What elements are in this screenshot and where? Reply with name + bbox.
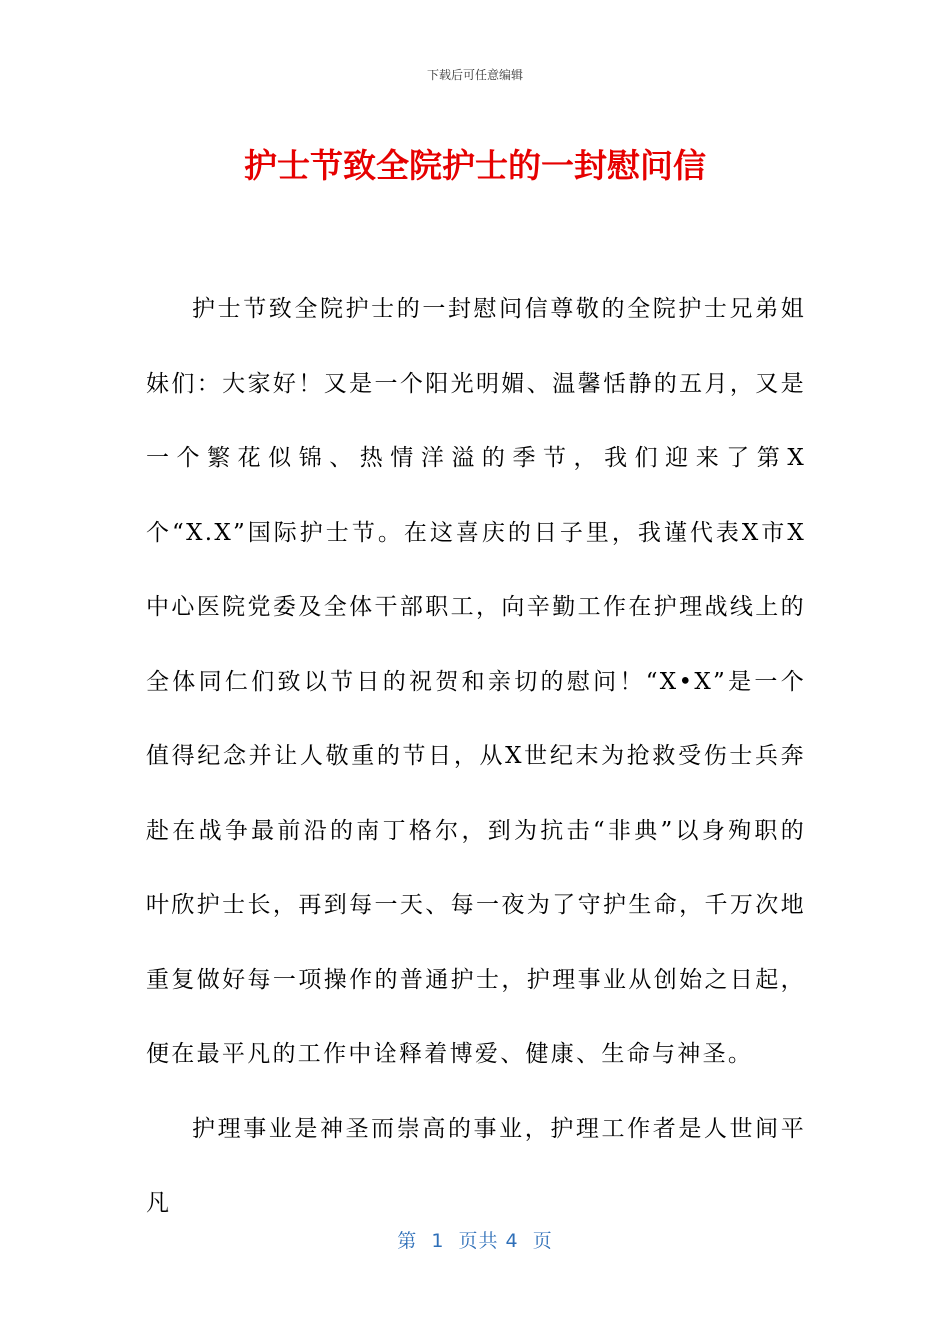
document-title: 护士节致全院护士的一封慰问信 [244, 146, 706, 185]
page-number-footer: 第 1 页共 4 页 [397, 1230, 553, 1252]
body-paragraph-2: 护理事业是神圣而崇高的事业，护理工作者是人世间平凡 [146, 1115, 806, 1216]
body-paragraph-1: 护士节致全院护士的一封慰问信尊敬的全院护士兄弟姐妹们：大家好！又是一个阳光明媚、温馨恬静的五月，又是一个繁花似锦、热情洋溢的季节，我们迎来了第X个“X.X”国际护士节。在这喜庆的日子里，我谨代表X市X中心医院党委及全体干部职工，向辛勤工作在护理战线上的全体同仁们致以节日的祝贺和亲切的慰问！“X•X”是一个值得纪念并让人敬重的节日，从X世纪末为抢救受伤士兵奔赴在战争最前沿的南丁格尔，到为抗击“非典”以身殉职的叶欣护士长，再到每一天、每一夜为了守护生命，千万次地重复做好每一项操作的普通护士，护理事业从创始之日起，便在最平凡的工作中诠释着博爱、健康、生命与神圣。 [146, 296, 806, 1067]
document-body [146, 272, 806, 1241]
header-note: 下载后可任意编辑 [426, 68, 523, 82]
